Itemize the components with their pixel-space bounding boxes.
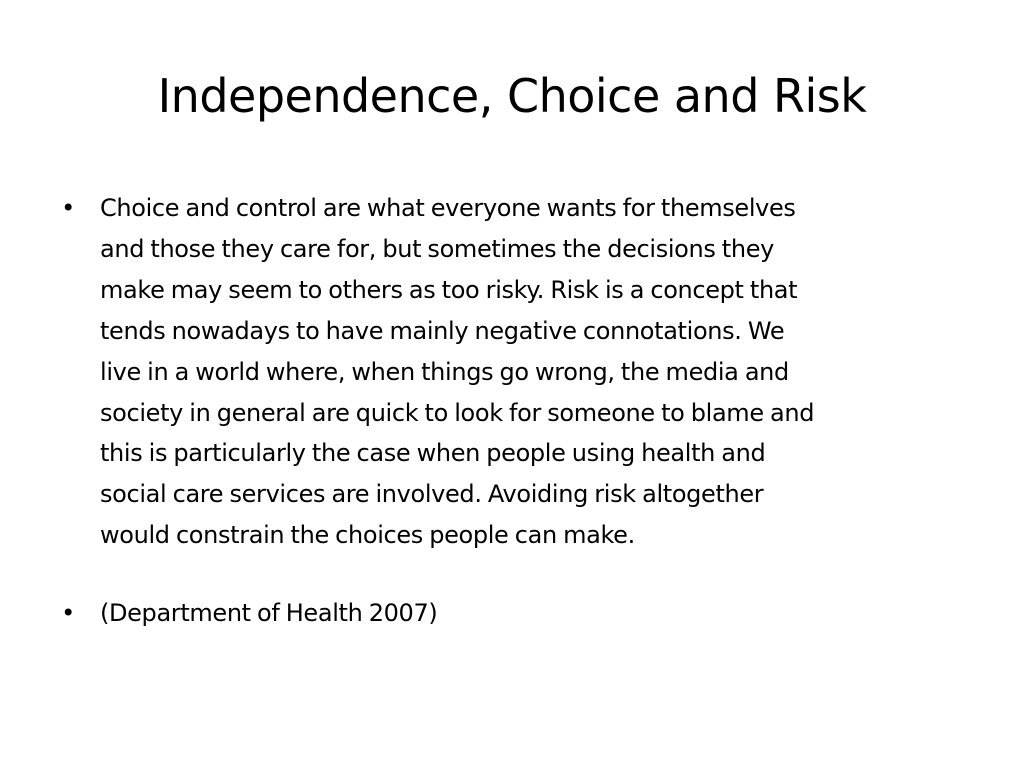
bullet-icon: • <box>61 599 75 628</box>
bullet-text-line: would constrain the choices people can make. <box>100 521 635 550</box>
citation-text: (Department of Health 2007) <box>100 599 438 628</box>
bullet-text-line: and those they care for, but sometimes the decisions they <box>100 234 774 263</box>
bullet-text-line: Choice and control are what everyone wants for themselves <box>100 194 796 222</box>
bullet-item-quote <box>58 188 968 556</box>
bullet-text-line: social care services are involved. Avoiding risk altogether <box>100 480 764 509</box>
bullet-icon: • <box>61 194 75 222</box>
bullet-item-citation <box>58 593 968 634</box>
bullet-text-line: society in general are quick to look for someone to blame and <box>100 398 815 427</box>
bullet-text-line: this is particularly the case when people using health and <box>100 439 766 468</box>
bullet-text-line: tends nowadays to have mainly negative connotations. We <box>100 316 785 345</box>
bullet-list <box>58 188 968 634</box>
bullet-text-line: make may seem to others as too risky. Risk is a concept that <box>100 275 798 304</box>
bullet-text-line: live in a world where, when things go wrong, the media and <box>100 357 789 386</box>
slide-title: Independence, Choice and Risk <box>157 69 867 123</box>
